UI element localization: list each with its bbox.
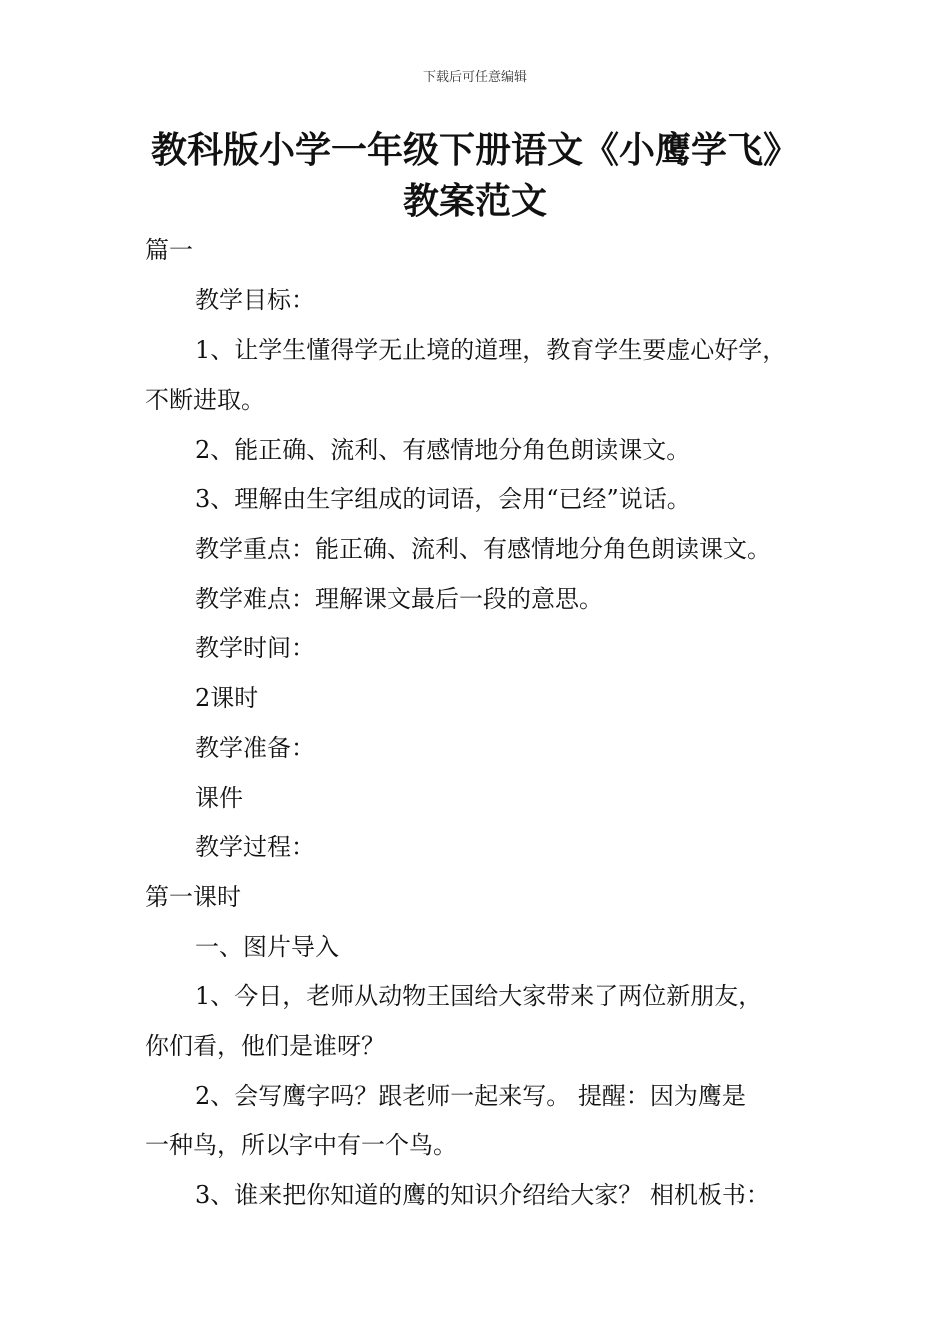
- step-1-heading: 一、图片导入: [195, 933, 339, 961]
- objective-2: 2、能正确、流利、有感情地分角色朗读课文。: [195, 436, 691, 464]
- process-heading: 教学过程：: [195, 833, 315, 861]
- document-title-line-2: 教案范文: [402, 181, 547, 222]
- document-title-line-1: 教科版小学一年级下册语文《小鹰学飞》: [150, 130, 799, 171]
- prep-value: 课件: [195, 784, 243, 812]
- time-heading: 教学时间：: [195, 634, 315, 662]
- section-label: 篇一: [145, 236, 193, 264]
- step-1-1-line-1: 1、今日，老师从动物王国给大家带来了两位新朋友，: [195, 982, 763, 1010]
- step-1-2-line-1: 2、会写鹰字吗？跟老师一起来写。 提醒：因为鹰是: [195, 1082, 746, 1110]
- time-value: 2课时: [195, 684, 259, 712]
- key-point: 教学重点：能正确、流利、有感情地分角色朗读课文。: [195, 535, 771, 563]
- prep-heading: 教学准备：: [195, 734, 315, 762]
- objective-1-line-1: 1、让学生懂得学无止境的道理，教育学生要虚心好学，: [195, 336, 787, 364]
- step-1-2-line-2: 一种鸟，所以字中有一个鸟。: [145, 1131, 457, 1159]
- step-1-1-line-2: 你们看，他们是谁呀？: [145, 1032, 385, 1060]
- difficulty: 教学难点：理解课文最后一段的意思。: [195, 585, 603, 613]
- step-1-3: 3、谁来把你知道的鹰的知识介绍给大家？ 相机板书：: [195, 1181, 770, 1209]
- page-header-note: 下载后可任意编辑: [422, 70, 527, 85]
- objectives-heading: 教学目标：: [195, 286, 315, 314]
- objective-3: 3、理解由生字组成的词语，会用“已经”说话。: [195, 485, 691, 513]
- lesson-1-heading: 第一课时: [145, 883, 241, 911]
- objective-1-line-2: 不断进取。: [145, 386, 265, 414]
